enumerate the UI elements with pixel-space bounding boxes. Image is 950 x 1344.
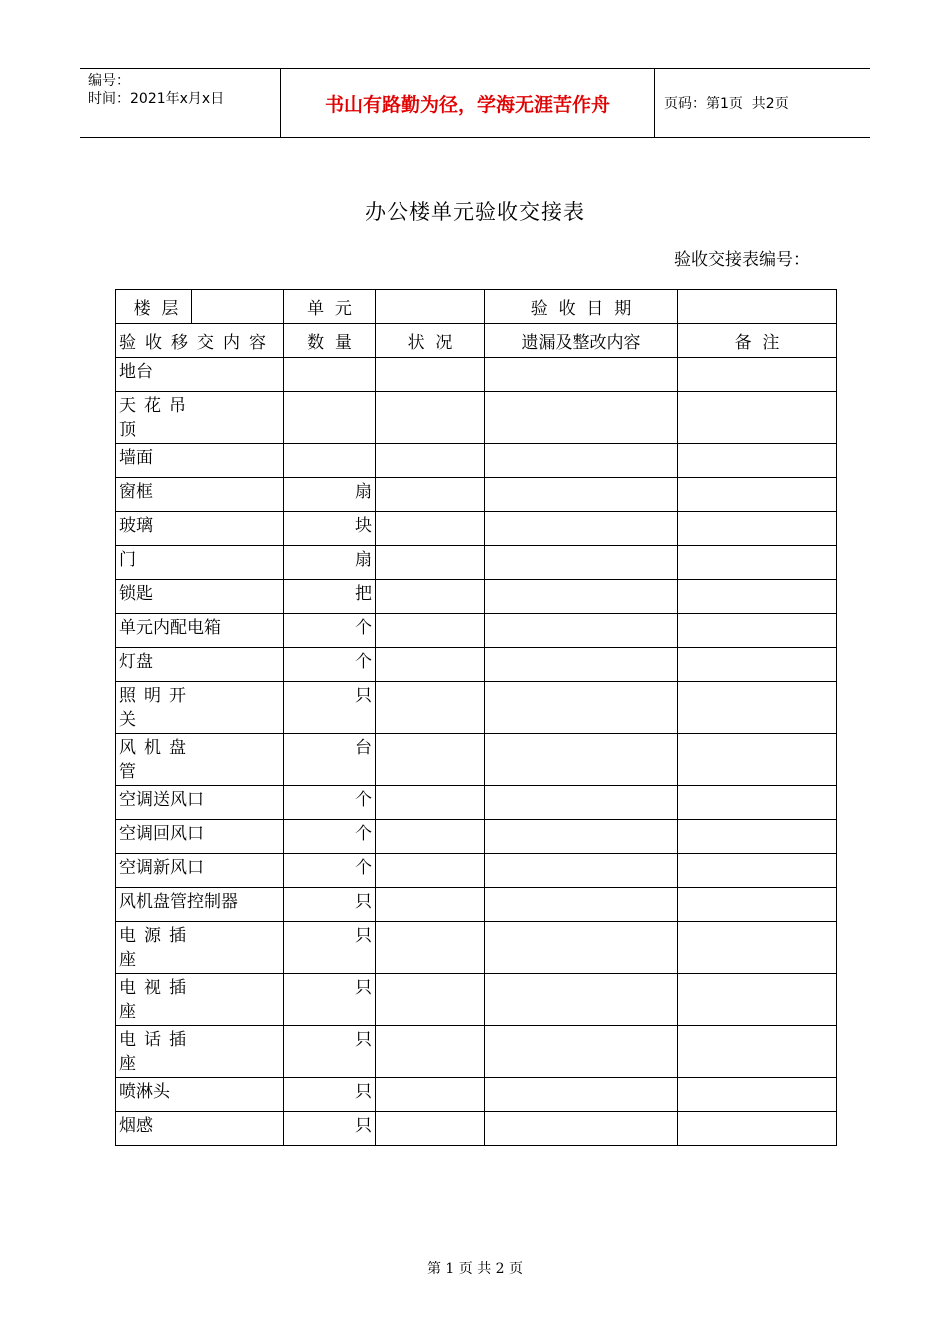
table-row: [116, 820, 837, 854]
item-name: 锁匙: [116, 580, 284, 614]
item-name: 风机盘管: [116, 734, 284, 786]
table-row: [116, 444, 837, 478]
item-quantity-unit[interactable]: 只: [284, 1078, 376, 1112]
item-name: 电视插座: [116, 974, 284, 1026]
table-row: [116, 478, 837, 512]
item-remarks[interactable]: [678, 1026, 837, 1078]
table-row: [116, 682, 837, 734]
table-row: [116, 1026, 837, 1078]
page-label: 页码：第1页 共2页: [664, 96, 789, 112]
item-remarks[interactable]: [678, 682, 837, 734]
item-issues[interactable]: [485, 974, 678, 1026]
item-status[interactable]: [376, 734, 485, 786]
item-remarks[interactable]: [678, 734, 837, 786]
item-remarks[interactable]: [678, 1078, 837, 1112]
item-status[interactable]: [376, 478, 485, 512]
item-quantity-unit[interactable]: 块: [284, 512, 376, 546]
item-status[interactable]: [376, 682, 485, 734]
item-status[interactable]: [376, 786, 485, 820]
item-issues[interactable]: [485, 854, 678, 888]
item-status[interactable]: [376, 614, 485, 648]
item-remarks[interactable]: [678, 444, 837, 478]
item-status[interactable]: [376, 888, 485, 922]
item-remarks[interactable]: [678, 854, 837, 888]
item-name: 墙面: [116, 444, 284, 478]
item-quantity-unit[interactable]: 把: [284, 580, 376, 614]
item-name: 灯盘: [116, 648, 284, 682]
item-name: 烟感: [116, 1112, 284, 1146]
table-row: [116, 614, 837, 648]
item-issues[interactable]: [485, 546, 678, 580]
table-row: [116, 888, 837, 922]
item-issues[interactable]: [485, 1026, 678, 1078]
table-header-row-1: [116, 290, 837, 324]
item-name: 玻璃: [116, 512, 284, 546]
quantity-header: 数 量: [284, 324, 376, 358]
item-name: 喷淋头: [116, 1078, 284, 1112]
item-name: 门: [116, 546, 284, 580]
item-name: 空调新风口: [116, 854, 284, 888]
form-number-label: 验收交接表编号：: [674, 250, 810, 270]
item-status[interactable]: [376, 444, 485, 478]
table-row: [116, 512, 837, 546]
item-quantity-unit[interactable]: 只: [284, 888, 376, 922]
item-name: 地台: [116, 358, 284, 392]
date-value[interactable]: [678, 290, 837, 324]
item-status[interactable]: [376, 1026, 485, 1078]
item-quantity-unit[interactable]: 只: [284, 682, 376, 734]
floor-value[interactable]: [192, 290, 284, 324]
table-row: [116, 358, 837, 392]
floor-label: 楼 层: [116, 290, 192, 324]
item-name: 窗框: [116, 478, 284, 512]
item-name: 空调回风口: [116, 820, 284, 854]
header-motto: 书山有路勤为径，学海无涯苦作舟: [281, 69, 655, 137]
item-quantity-unit[interactable]: 个: [284, 854, 376, 888]
item-remarks[interactable]: [678, 820, 837, 854]
item-issues[interactable]: [485, 648, 678, 682]
item-issues[interactable]: [485, 614, 678, 648]
unit-label: 单 元: [284, 290, 376, 324]
item-remarks[interactable]: [678, 358, 837, 392]
item-remarks[interactable]: [678, 546, 837, 580]
table-row: [116, 580, 837, 614]
item-issues[interactable]: [485, 682, 678, 734]
item-quantity-unit[interactable]: 个: [284, 820, 376, 854]
item-name: 天花吊顶: [116, 392, 284, 444]
document-title: 办公楼单元验收交接表: [365, 200, 585, 224]
item-status[interactable]: [376, 580, 485, 614]
item-issues[interactable]: [485, 1078, 678, 1112]
item-rows: [116, 358, 837, 1146]
item-status[interactable]: [376, 512, 485, 546]
item-remarks[interactable]: [678, 974, 837, 1026]
item-issues[interactable]: [485, 392, 678, 444]
item-status[interactable]: [376, 1112, 485, 1146]
item-quantity-unit[interactable]: 扇: [284, 546, 376, 580]
item-name: 单元内配电箱: [116, 614, 284, 648]
item-quantity-unit[interactable]: 只: [284, 922, 376, 974]
item-quantity-unit[interactable]: 扇: [284, 478, 376, 512]
item-issues[interactable]: [485, 820, 678, 854]
table-row: [116, 786, 837, 820]
table-row: [116, 1112, 837, 1146]
item-name: 照明开关: [116, 682, 284, 734]
item-issues[interactable]: [485, 580, 678, 614]
item-status[interactable]: [376, 546, 485, 580]
item-status[interactable]: [376, 922, 485, 974]
item-status[interactable]: [376, 974, 485, 1026]
footer-page-text: 第 1 页 共 2 页: [426, 1261, 524, 1277]
table-row: [116, 854, 837, 888]
page-header: [80, 68, 870, 138]
item-name: 空调送风口: [116, 786, 284, 820]
item-issues[interactable]: [485, 478, 678, 512]
item-quantity-unit[interactable]: 台: [284, 734, 376, 786]
item-quantity-unit[interactable]: [284, 392, 376, 444]
item-quantity-unit[interactable]: 只: [284, 1112, 376, 1146]
item-status[interactable]: [376, 392, 485, 444]
item-issues[interactable]: [485, 1112, 678, 1146]
page-footer: [0, 1258, 950, 1278]
item-quantity-unit[interactable]: 个: [284, 614, 376, 648]
item-issues[interactable]: [485, 358, 678, 392]
acceptance-table: [115, 289, 837, 1146]
table-row: [116, 392, 837, 444]
item-name: 电源插座: [116, 922, 284, 974]
date-label: 验 收 日 期: [485, 290, 678, 324]
table-row: [116, 546, 837, 580]
item-status[interactable]: [376, 648, 485, 682]
time-label: 时间：2021年x月x日: [88, 91, 225, 107]
table-row: [116, 1078, 837, 1112]
item-issues[interactable]: [485, 512, 678, 546]
item-quantity-unit[interactable]: 个: [284, 648, 376, 682]
item-name: 风机盘管控制器: [116, 888, 284, 922]
content-header: 验收移交内容: [116, 324, 284, 358]
unit-value[interactable]: [376, 290, 485, 324]
table-row: [116, 648, 837, 682]
table-header-row-2: [116, 324, 837, 358]
item-quantity-unit[interactable]: [284, 358, 376, 392]
number-label: 编号：: [88, 73, 130, 89]
item-quantity-unit[interactable]: [284, 444, 376, 478]
item-status[interactable]: [376, 820, 485, 854]
remarks-header: 备 注: [678, 324, 837, 358]
item-remarks[interactable]: [678, 922, 837, 974]
item-issues[interactable]: [485, 888, 678, 922]
item-status[interactable]: [376, 854, 485, 888]
item-remarks[interactable]: [678, 512, 837, 546]
item-remarks[interactable]: [678, 614, 837, 648]
item-quantity-unit[interactable]: 只: [284, 1026, 376, 1078]
item-issues[interactable]: [485, 734, 678, 786]
table-row: [116, 734, 837, 786]
issues-header: 遗漏及整改内容: [485, 324, 678, 358]
item-remarks[interactable]: [678, 648, 837, 682]
item-remarks[interactable]: [678, 580, 837, 614]
item-status[interactable]: [376, 1078, 485, 1112]
item-quantity-unit[interactable]: 个: [284, 786, 376, 820]
item-name: 电话插座: [116, 1026, 284, 1078]
item-remarks[interactable]: [678, 478, 837, 512]
table-row: [116, 974, 837, 1026]
item-issues[interactable]: [485, 786, 678, 820]
item-issues[interactable]: [485, 922, 678, 974]
item-remarks[interactable]: [678, 392, 837, 444]
status-header: 状 况: [376, 324, 485, 358]
header-page: [654, 69, 870, 137]
item-issues[interactable]: [485, 444, 678, 478]
item-quantity-unit[interactable]: 只: [284, 974, 376, 1026]
header-meta: [80, 69, 281, 137]
table-row: [116, 922, 837, 974]
item-status[interactable]: [376, 358, 485, 392]
item-remarks[interactable]: [678, 1112, 837, 1146]
item-remarks[interactable]: [678, 786, 837, 820]
item-remarks[interactable]: [678, 888, 837, 922]
